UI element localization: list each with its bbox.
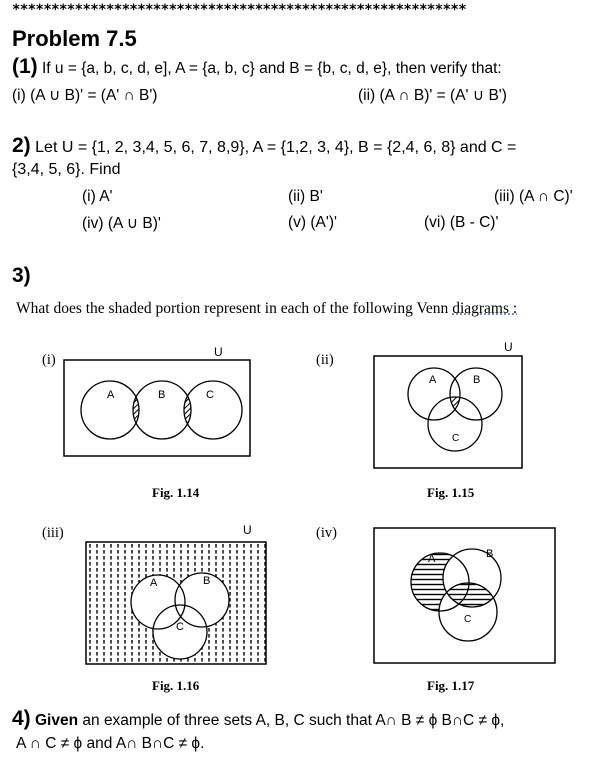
question-4 [12,707,504,731]
page-title: Problem 7.5 [12,26,137,51]
figure-caption-1: Fig. 1.14 [152,485,200,500]
question-1-number: (1) [12,55,38,78]
universe-label: U [504,340,513,354]
separator-stars: ********************************************************** [12,2,467,18]
question-2-number: 2) [12,134,31,157]
question-3-text [16,300,517,318]
set-a-label: A [150,577,158,589]
venn-diagram-3 [80,520,272,668]
set-a-label: A [428,553,436,565]
venn-diagram-4 [368,522,560,670]
set-c-label: C [176,621,184,633]
set-c-label: C [452,433,460,444]
diagram-4-label: (iv) [316,525,337,541]
question-2 [12,134,516,158]
universe-label: U [243,523,252,537]
set-a-label: A [429,374,437,386]
question-3-text-b: diagrams : [452,300,518,317]
figure-caption-4: Fig. 1.17 [427,678,475,693]
set-a-label: A [107,389,115,401]
diagram-3-label: (iii) [42,525,64,541]
question-4-number: 4) [12,707,31,730]
q2-part-vi: (vi) (B - C)' [424,214,499,231]
venn-diagram-2 [368,338,528,472]
question-2-line-2: {3,4, 5, 6}. Find [12,161,121,178]
figure-caption-2: Fig. 1.15 [427,485,475,500]
question-3-text-a: What does the shaded portion represent in each of the following Venn [16,300,453,317]
q2-part-i: (i) A' [82,188,113,205]
venn-diagram-1 [58,342,258,460]
figure-caption-3: Fig. 1.16 [152,678,200,693]
question-2-line-1: Let U = {1, 2, 3,4, 5, 6, 7, 8,9}, A = {1,2, 3, 4}, B = {2,4, 6, 8} and C = [35,139,517,156]
set-b-label: B [486,548,494,560]
q2-part-iii: (iii) (A ∩ C)' [494,188,573,205]
question-3-number: 3) [12,264,31,287]
q2-part-v: (v) (A')' [288,214,337,231]
set-b-label: B [473,374,481,386]
question-4-line-1: an example of three sets A, B, C such that A∩ B ≠ ϕ B∩C ≠ ϕ, [82,712,505,729]
q2-part-ii: (ii) B' [288,188,323,205]
q1-part-ii: (ii) (A ∩ B)' = (A' ∪ B') [358,87,507,104]
question-1 [12,55,502,79]
set-c-label: C [464,614,472,625]
question-4-bold-word: Given [35,712,79,729]
diagram-2-label: (ii) [316,352,334,368]
set-b-label: B [203,575,211,587]
question-4-line-2: A ∩ C ≠ ϕ and A∩ B∩C ≠ ϕ. [16,735,205,752]
q2-part-iv: (iv) (A ∪ B)' [82,215,161,232]
universe-label: U [214,345,223,359]
set-c-label: C [206,389,214,401]
question-1-text: If u = {a, b, c, d, e], A = {a, b, c} and B = {b, c, d, e}, then verify that: [41,60,502,77]
diagram-1-label: (i) [42,352,56,368]
q1-part-i: (i) (A ∪ B)' = (A' ∩ B') [12,87,158,104]
set-b-label: B [158,389,166,401]
universe-rect [64,360,250,456]
